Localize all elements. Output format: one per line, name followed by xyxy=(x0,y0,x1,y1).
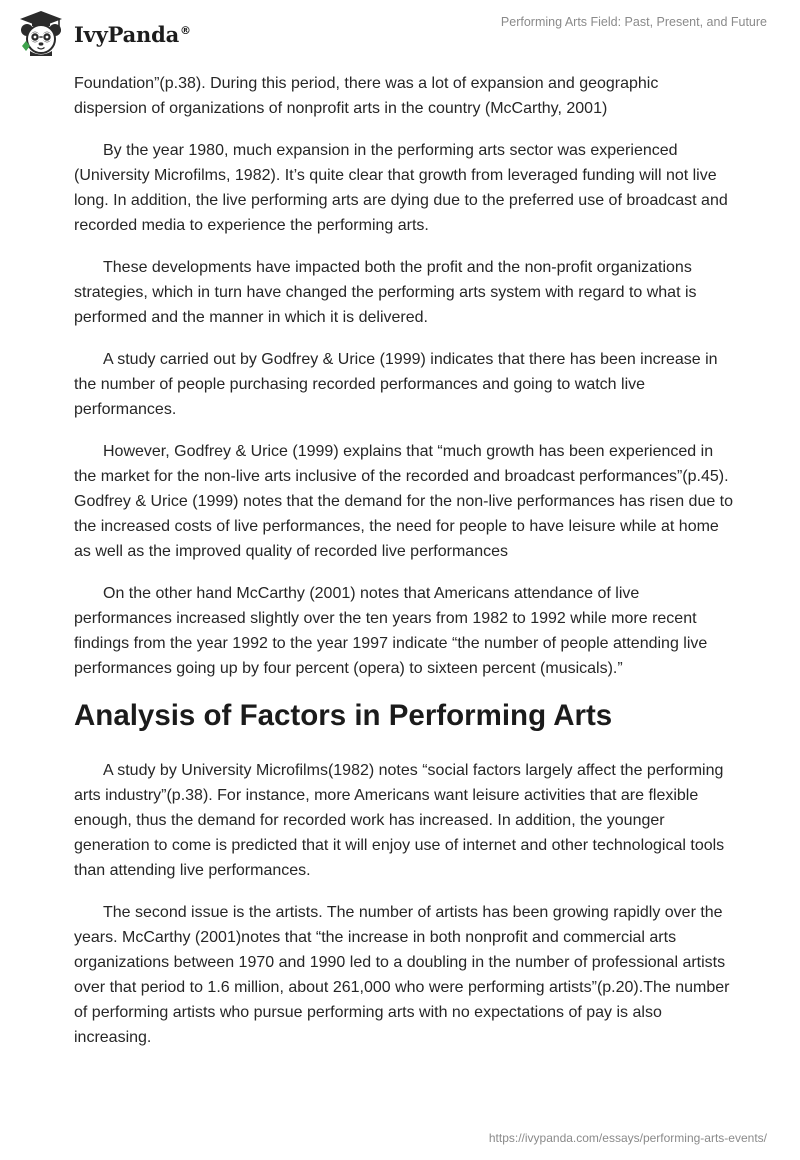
paragraph: A study by University Microfilms(1982) notes “social factors largely affect the performing arts industry”(p.38). For instance, more Americans want leisure activities that are flexible enough, thus the demand for recorded work has increased. In addition, the younger generation to come is predicted that it will enjoy use of internet and other technological tools than attending live performances. xyxy=(74,762,725,879)
article-body xyxy=(74,71,734,1067)
source-url[interactable]: https://ivypanda.com/essays/performing-arts-events/ xyxy=(488,1131,767,1145)
section-heading: Analysis of Factors in Performing Arts xyxy=(74,699,613,732)
paragraph: These developments have impacted both the profit and the non-profit organizations strategies, which in turn have changed the performing arts system with regard to what is performed and the manner in which it is delivered. xyxy=(74,259,697,326)
registered-mark: ® xyxy=(180,23,191,37)
document-title: Performing Arts Field: Past, Present, and Future xyxy=(500,15,767,29)
paragraph: However, Godfrey & Urice (1999) explains that “much growth has been experienced in the market for the non-live arts inclusive of the recorded and broadcast performances”(p.45). Godfrey & Urice (1999) notes that the demand for the non-live performances has risen due to the increased costs of live performances, the need for people to have leisure while at home as well as the improved quality of recorded live performances xyxy=(74,443,734,560)
brand-logo[interactable] xyxy=(16,10,191,56)
paragraph: The second issue is the artists. The number of artists has been growing rapidly over the years. McCarthy (2001)notes that “the increase in both nonprofit and commercial arts organizations between 1970 and 1990 led to a doubling in the number of professional artists over that period to 1.6 million, about 261,000 who were performing artists”(p.20).The number of performing artists who pursue performing arts with no expectations of pay is also increasing. xyxy=(74,904,730,1046)
paragraph: Foundation”(p.38). During this period, there was a lot of expansion and geographic dispersion of organizations of nonprofit arts in the country (McCarthy, 2001) xyxy=(74,75,659,117)
brand-name: IvyPanda® xyxy=(74,21,191,47)
page-header xyxy=(0,0,800,66)
paragraph: On the other hand McCarthy (2001) notes that Americans attendance of live performances increased slightly over the ten years from 1982 to 1992 while more recent findings from the year 1992 to the year 1997 indicate “the number of people attending live performances going up by four percent (opera) to sixteen percent (musicals).” xyxy=(74,585,708,677)
panda-graduate-icon xyxy=(16,10,66,56)
paragraph: By the year 1980, much expansion in the performing arts sector was experienced (University Microfilms, 1982). It’s quite clear that growth from leveraged funding will not live long. In addition, the live performing arts are dying due to the preferred use of broadcast and recorded media to experience the performing arts. xyxy=(74,142,728,234)
paragraph: A study carried out by Godfrey & Urice (1999) indicates that there has been increase in the number of people purchasing recorded performances and going to watch live performances. xyxy=(74,351,718,418)
